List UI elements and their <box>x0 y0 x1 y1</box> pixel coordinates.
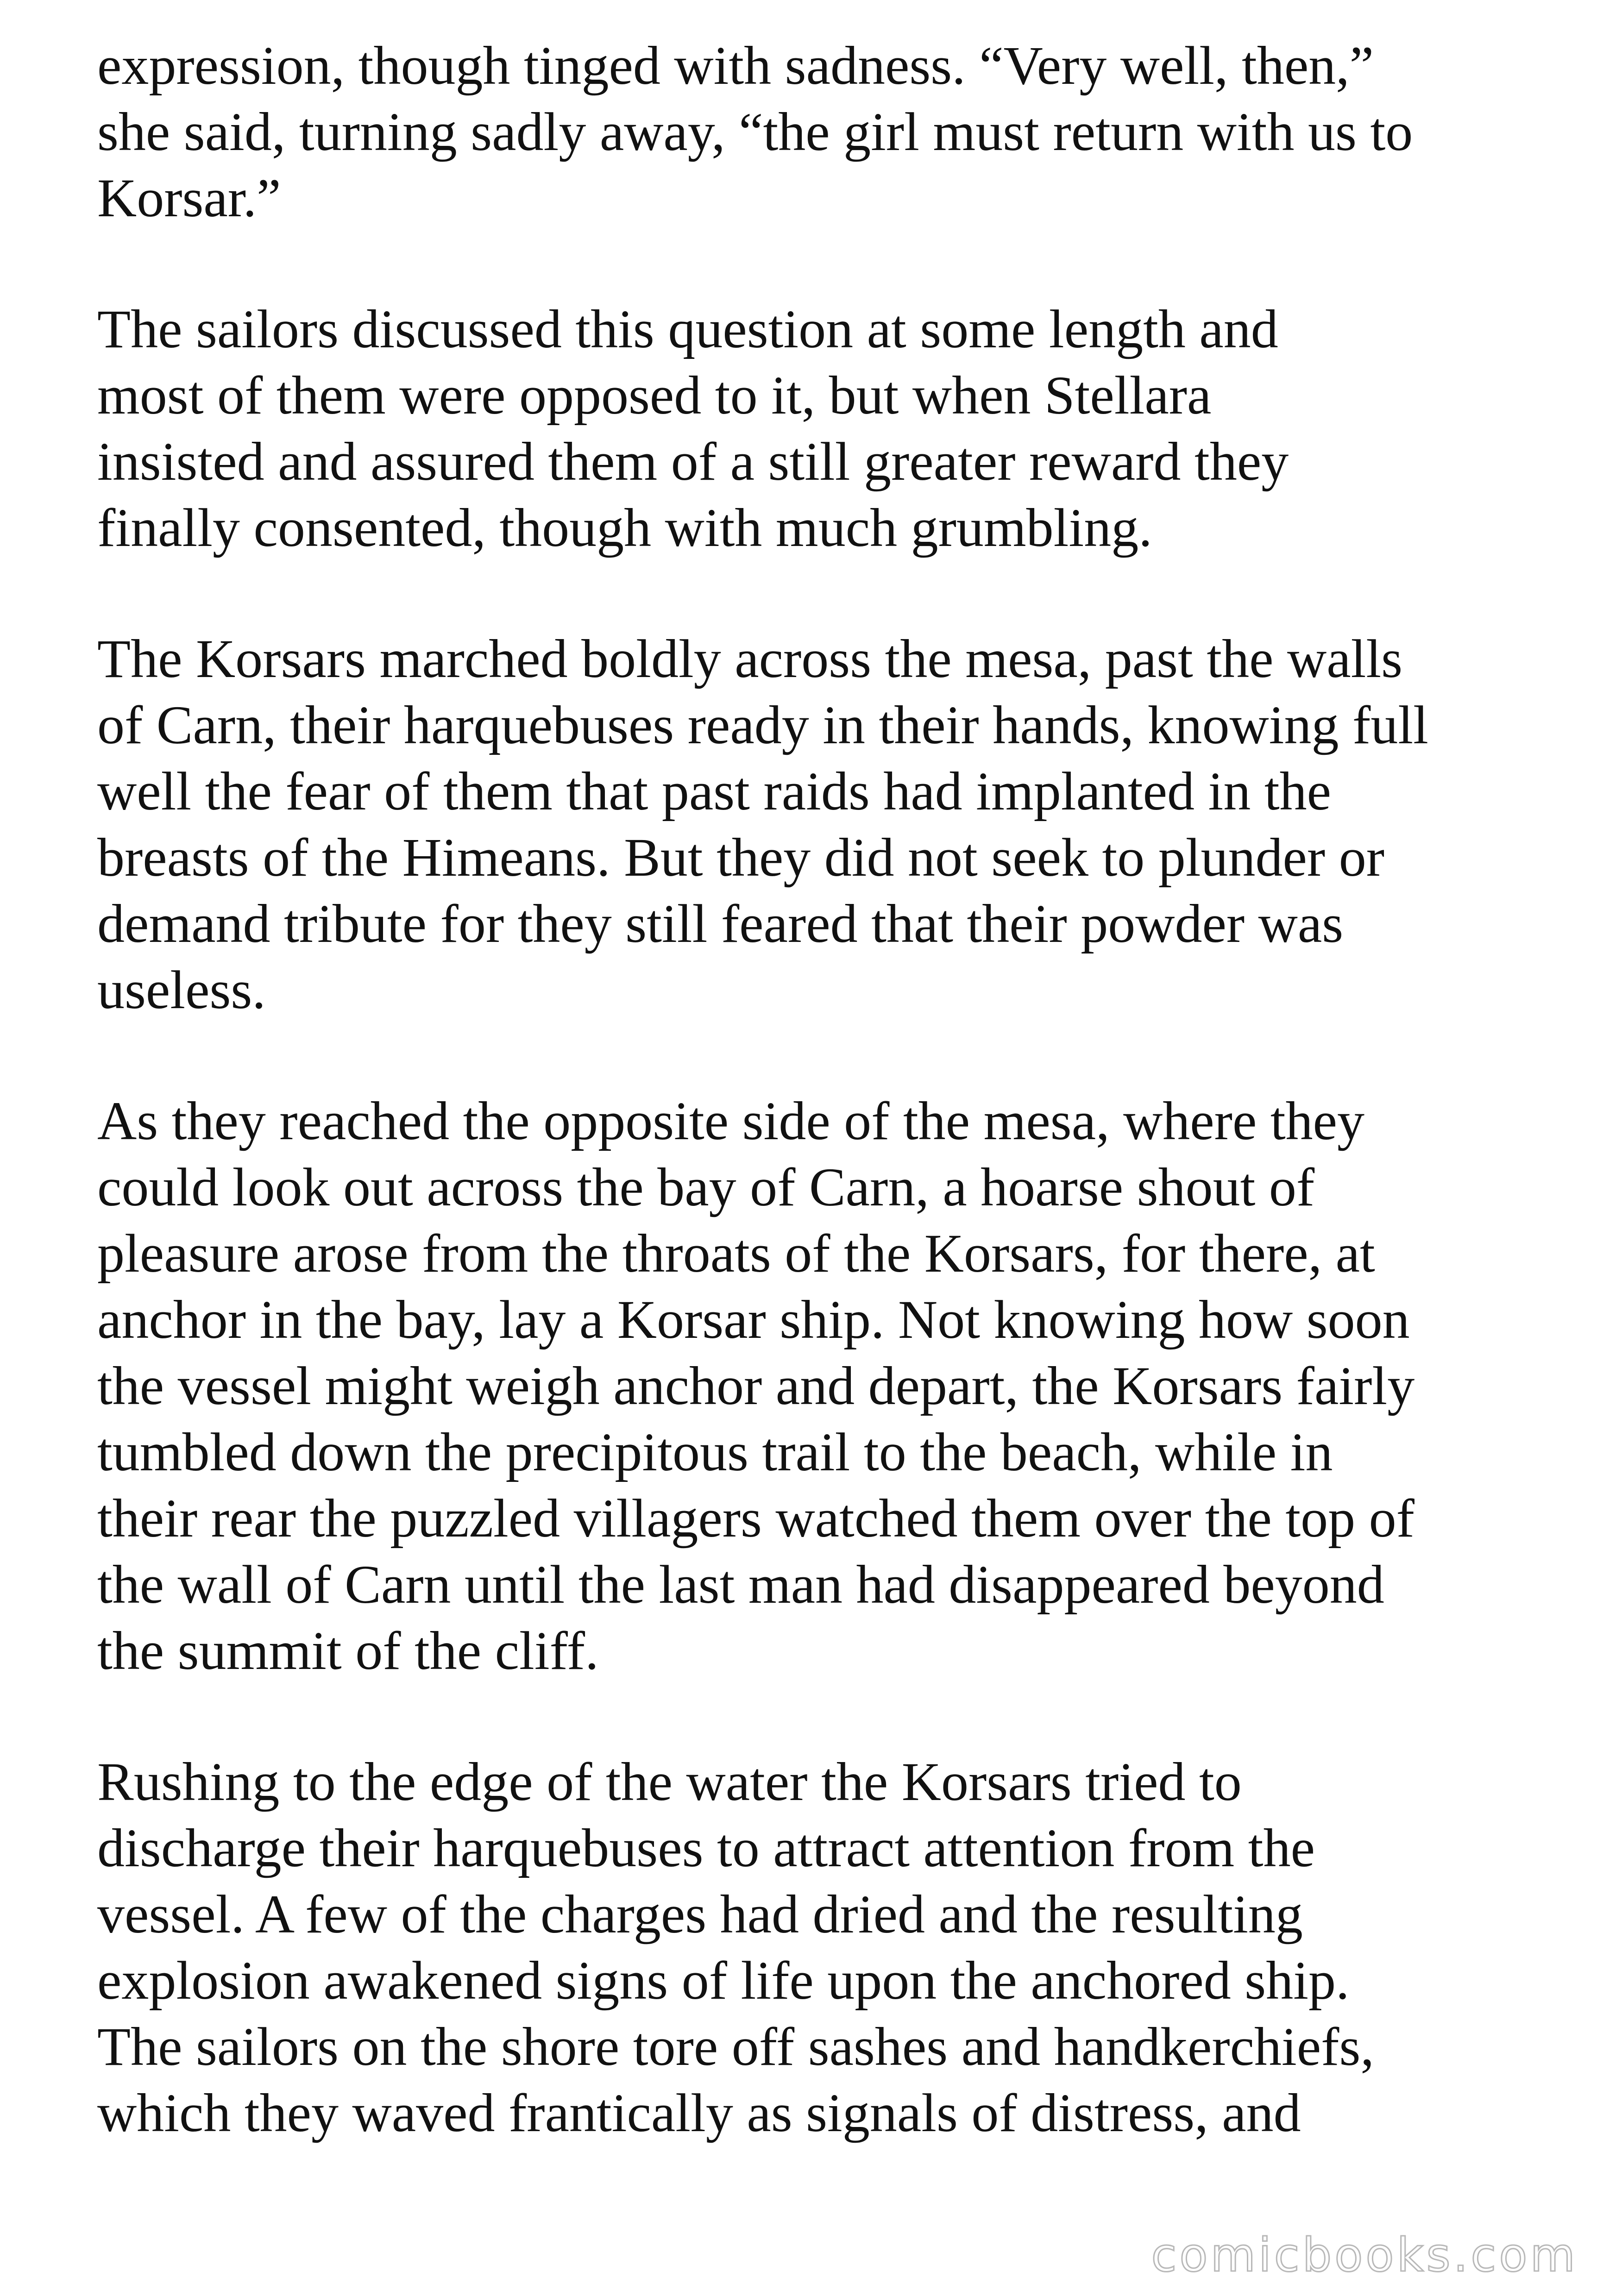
text-line: well the fear of them that past raids had implanted in the <box>97 761 1331 822</box>
watermark: comicbooks.com <box>1151 2228 1578 2282</box>
text-line: of Carn, their harquebuses ready in their hands, knowing full <box>97 695 1428 755</box>
paragraph-3 <box>97 626 1547 1023</box>
text-line: insisted and assured them of a still greater reward they <box>97 431 1289 492</box>
text-line: The sailors discussed this question at some length and <box>97 299 1278 359</box>
text-line: demand tribute for they still feared that their powder was <box>97 893 1344 954</box>
paragraph-1 <box>97 32 1547 231</box>
text-line: could look out across the bay of Carn, a hoarse shout of <box>97 1157 1315 1217</box>
text-line: Korsar.” <box>97 168 281 228</box>
text-column <box>97 32 1547 2211</box>
text-line: breasts of the Himeans. But they did not seek to plunder or <box>97 827 1384 888</box>
text-line: the vessel might weigh anchor and depart, the Korsars fairly <box>97 1355 1415 1416</box>
text-line: pleasure arose from the throats of the Korsars, for there, at <box>97 1223 1375 1284</box>
text-line: discharge their harquebuses to attract attention from the <box>97 1818 1315 1878</box>
text-line: The Korsars marched boldly across the mesa, past the walls <box>97 628 1403 689</box>
text-line: vessel. A few of the charges had dried and the resulting <box>97 1884 1303 1945</box>
paragraph-2 <box>97 296 1547 561</box>
text-line: The sailors on the shore tore off sashes and handkerchiefs, <box>97 2016 1374 2077</box>
text-line: the summit of the cliff. <box>97 1620 599 1681</box>
text-line: expression, though tinged with sadness. “Very well, then,” <box>97 35 1374 96</box>
text-line: useless. <box>97 960 266 1020</box>
text-line: Rushing to the edge of the water the Korsars tried to <box>97 1751 1242 1812</box>
paragraph-4 <box>97 1088 1547 1684</box>
text-line: which they waved frantically as signals of distress, and <box>97 2083 1301 2143</box>
text-line: the wall of Carn until the last man had disappeared beyond <box>97 1554 1384 1615</box>
text-line: anchor in the bay, lay a Korsar ship. Not knowing how soon <box>97 1289 1410 1350</box>
text-line: their rear the puzzled villagers watched them over the top of <box>97 1488 1415 1549</box>
paragraph-5 <box>97 1749 1547 2146</box>
text-line: explosion awakened signs of life upon the anchored ship. <box>97 1950 1350 2011</box>
text-line: finally consented, though with much grumbling. <box>97 497 1152 558</box>
text-line: most of them were opposed to it, but when Stellara <box>97 365 1212 426</box>
text-line: she said, turning sadly away, “the girl must return with us to <box>97 101 1413 162</box>
text-line: tumbled down the precipitous trail to the beach, while in <box>97 1422 1333 1482</box>
text-line: As they reached the opposite side of the mesa, where they <box>97 1091 1365 1151</box>
